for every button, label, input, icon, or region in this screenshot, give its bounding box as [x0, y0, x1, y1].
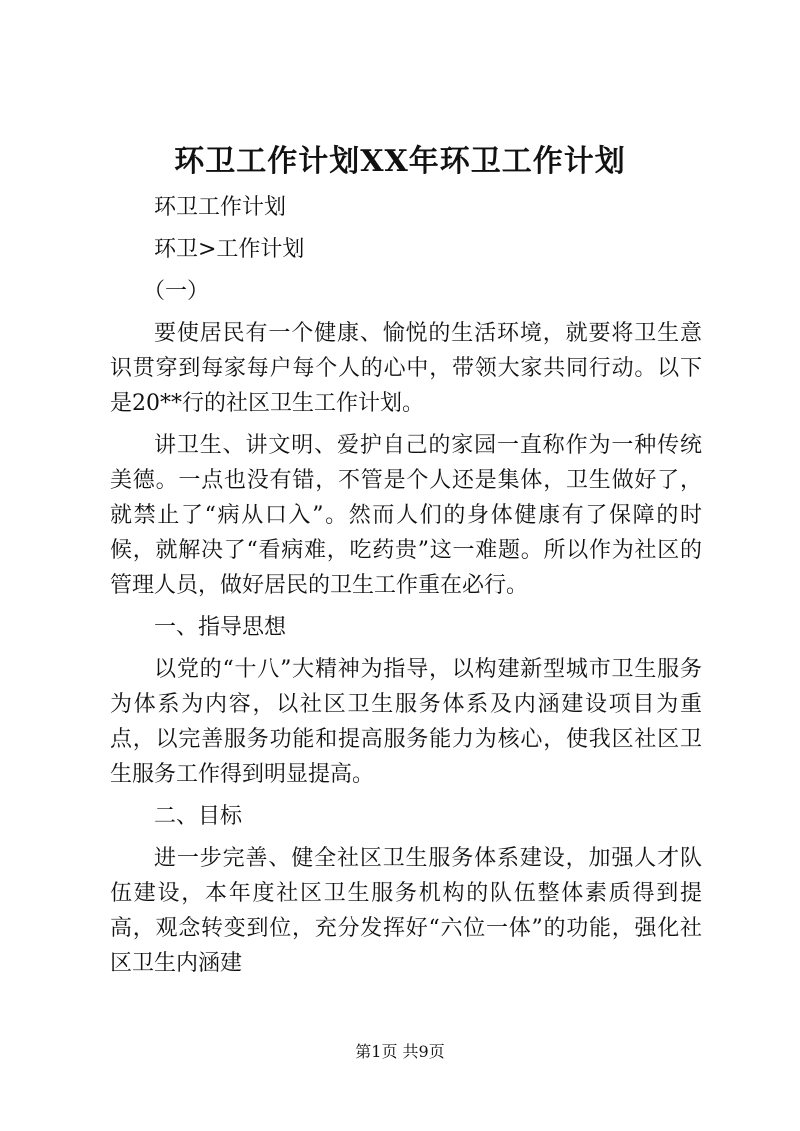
paragraph-heading-2: 环卫>工作计划 — [154, 237, 305, 262]
paragraph-heading-1: 环卫工作计划 — [154, 195, 287, 220]
paragraph-section-number: （一） — [143, 279, 210, 304]
paragraph-goals: 进一步完善、健全社区卫生服务体系建设，加强人才队伍建设，本年度社区卫生服务机构的队伍整体素质得到提高，观念转变到位，充分发挥好“六位一体”的功能，强化社区卫生内涵建 — [110, 846, 702, 976]
paragraph-guiding-thought: 以党的“十八”大精神为指导，以构建新型城市卫生服务为体系为内容，以社区卫生服务体系及内涵建设项目为重点，以完善服务功能和提高服务能力为核心，使我区社区卫生服务工作得到明显提高。 — [110, 657, 702, 787]
section-heading-guiding-thought: 一、指导思想 — [154, 615, 287, 640]
document-body — [110, 190, 702, 988]
section-heading-goals: 二、目标 — [154, 804, 243, 829]
paragraph-background: 讲卫生、讲文明、爱护自己的家园一直称作为一种传统美德。一点也没有错，不管是个人还是集体，卫生做好了，就禁止了“病从口入”。然而人们的身体健康有了保障的时候，就解决了“看病难，吃药贵”这一难题。所以作为社区的管理人员，做好居民的卫生工作重在必行。 — [110, 433, 702, 598]
page-footer: 第1页 共9页 — [355, 1042, 445, 1061]
document-title: 环卫工作计划XX年环卫工作计划 — [174, 144, 626, 179]
paragraph-intro: 要使居民有一个健康、愉悦的生活环境，就要将卫生意识贯穿到每家每户每个人的心中，带领大家共同行动。以下是20**行的社区卫生工作计划。 — [110, 321, 702, 416]
